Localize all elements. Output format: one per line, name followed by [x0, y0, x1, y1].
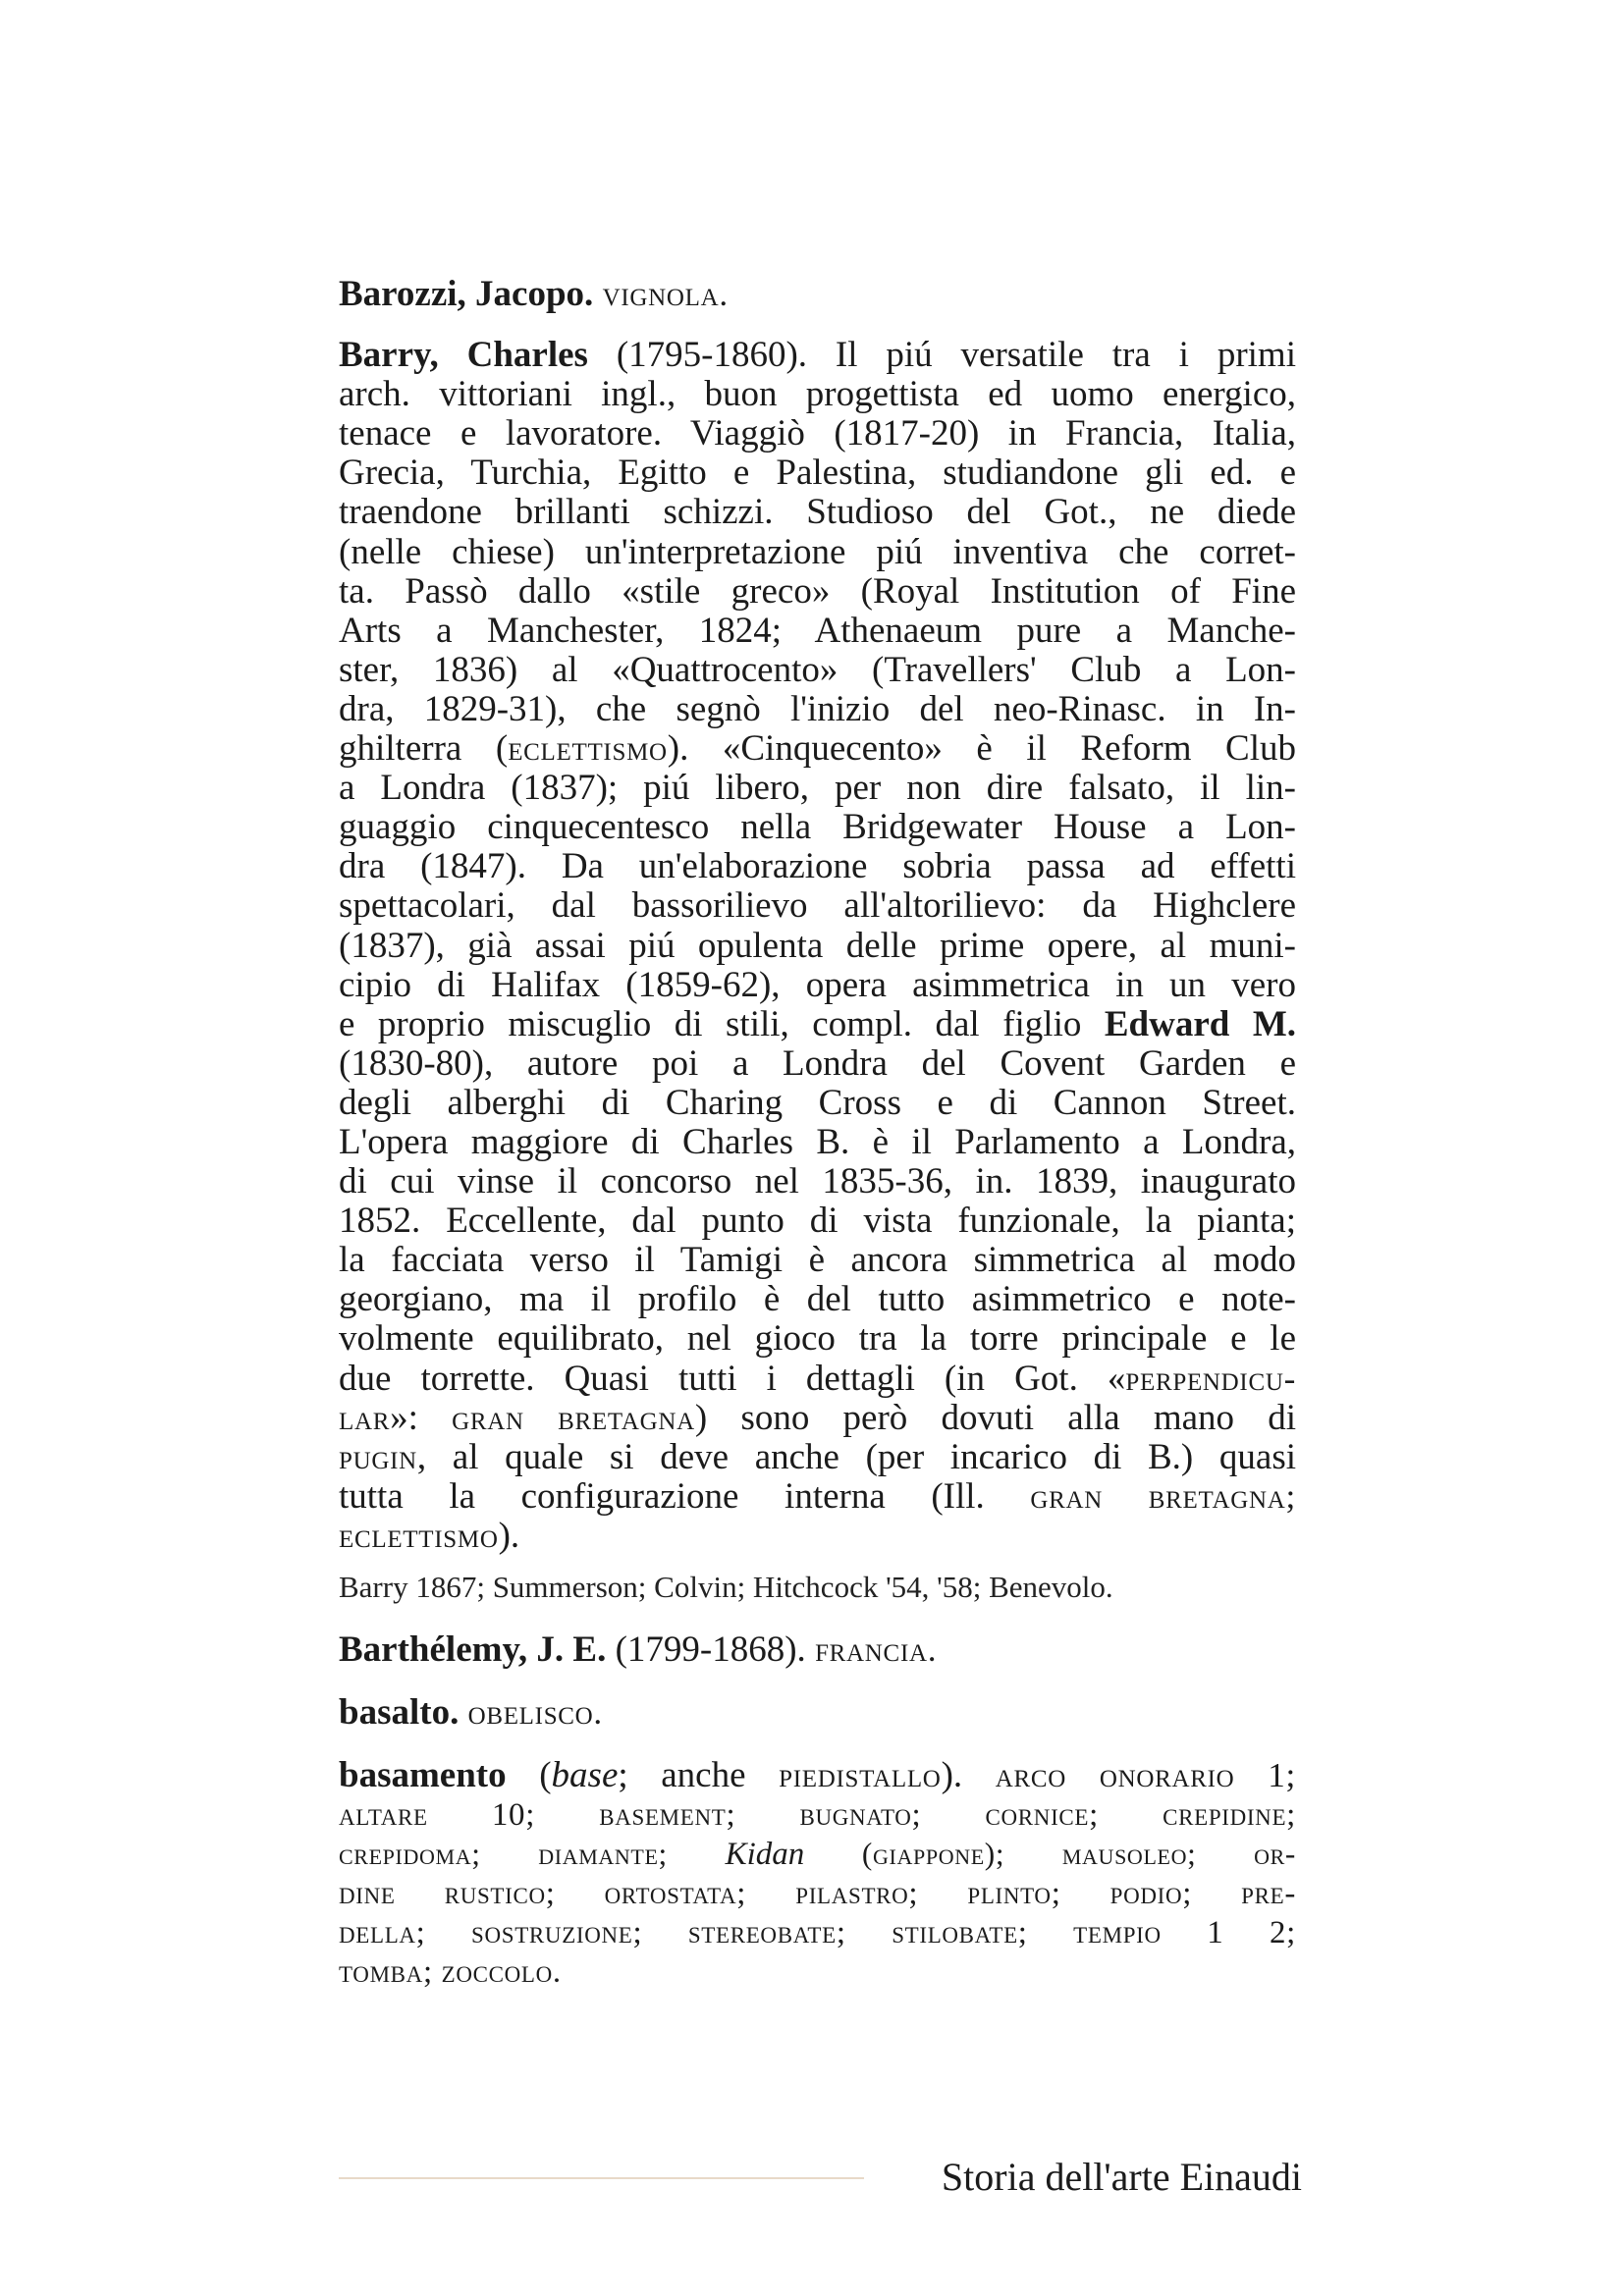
- text-line: georgiano, ma il profilo è del tutto asimmetrico e note-: [339, 1280, 1296, 1320]
- text-line: ta. Passò dallo «stile greco» (Royal Institution of Fine: [339, 571, 1296, 612]
- subentry-head: Edward M.: [1104, 1004, 1296, 1044]
- text-line: tutta la configurazione interna (Ill. gran bretagna;: [339, 1476, 1296, 1517]
- text-line: dra (1847). Da un'elaborazione sobria passa ad effetti: [339, 847, 1296, 887]
- cross-reference: eclettismo: [508, 729, 668, 769]
- text-line: ster, 1836) al «Quattrocento» (Travellers' Club a Lon-: [339, 650, 1296, 690]
- bibliography: Barry 1867; Summerson; Colvin; Hitchcock '54, '58; Benevolo.: [339, 1570, 1113, 1604]
- entry-head: basalto.: [339, 1692, 460, 1733]
- entry-basamento: [339, 1756, 1296, 1993]
- entry-head: Barozzi, Jacopo.: [339, 274, 594, 314]
- entry-barthelemy: Barthélemy, J. E. (1799-1868). francia.: [339, 1629, 938, 1670]
- text-line: traendone brillanti schizzi. Studioso del Got., ne diede: [339, 493, 1296, 533]
- entry-head: basamento: [339, 1756, 507, 1795]
- entry-head: Barthélemy, J. E.: [339, 1629, 607, 1670]
- entry-head: Barry, Charles: [339, 336, 588, 376]
- cross-reference: obelisco.: [467, 1693, 603, 1732]
- text-line: guaggio cinquecentesco nella Bridgewater House a Lon-: [339, 808, 1296, 848]
- text-line: Arts a Manchester, 1824; Athenaeum pure a Manche-: [339, 611, 1296, 651]
- cross-reference: perpendicu-: [1125, 1359, 1296, 1398]
- text-line: tomba; zoccolo.: [339, 1954, 562, 1991]
- text-line: pugin, al quale si deve anche (per incarico di B.) quasi: [339, 1437, 1296, 1477]
- text-line: cipio di Halifax (1859-62), opera asimmetrica in un vero: [339, 965, 1296, 1005]
- text-line: due torrette. Quasi tutti i dettagli (in Got. «perpendicu-: [339, 1359, 1296, 1399]
- text-line: 1852. Eccellente, dal punto di vista funzionale, la pianta;: [339, 1201, 1296, 1242]
- footer-title: Storia dell'arte Einaudi: [941, 2155, 1302, 2199]
- text-line: a Londra (1837); piú libero, per non dire falsato, il lin-: [339, 769, 1296, 809]
- cross-reference: lar: [339, 1398, 391, 1437]
- text-line: la facciata verso il Tamigi è ancora simmetrica al modo: [339, 1241, 1296, 1281]
- text-line: basamento (base; anche piedistallo). arco onorario 1;: [339, 1756, 1296, 1795]
- cross-reference: pugin: [339, 1437, 417, 1476]
- text-line: (nelle chiese) un'interpretazione piú inventiva che corret-: [339, 532, 1296, 572]
- entry-barry: [339, 336, 1296, 1556]
- text-line: di cui vinse il concorso nel 1835-36, in. 1839, inaugurato: [339, 1162, 1296, 1202]
- text-line: volmente equilibrato, nel gioco tra la torre principale e le: [339, 1319, 1296, 1360]
- text-line: arch. vittoriani ingl., buon progettista ed uomo energico,: [339, 375, 1296, 415]
- cross-reference: vignola.: [602, 275, 729, 313]
- text-line: (1837), già assai piú opulenta delle prime opere, al muni-: [339, 926, 1296, 966]
- text-line: tenace e lavoratore. Viaggiò (1817-20) in Francia, Italia,: [339, 414, 1296, 454]
- text-line: degli alberghi di Charing Cross e di Cannon Street.: [339, 1083, 1296, 1123]
- page-content: [339, 275, 1296, 2014]
- cross-reference: gran bretagna;: [1030, 1476, 1296, 1516]
- text-line: L'opera maggiore di Charles B. è il Parlamento a Londra,: [339, 1122, 1296, 1162]
- cross-reference: francia.: [815, 1630, 938, 1669]
- text-line: della; sostruzione; stereobate; stilobate; tempio 1 2;: [339, 1915, 1296, 1951]
- text-line: Barry, Charles (1795-1860). Il piú versatile tra i primi: [339, 336, 1296, 376]
- text-line: (1830-80), autore poi a Londra del Covent Garden e: [339, 1043, 1296, 1084]
- entry-basalto: [339, 1693, 1296, 1733]
- text-line: dine rustico; ortostata; pilastro; plinto; podio; pre-: [339, 1876, 1296, 1912]
- text-line: lar»: gran bretagna) sono però dovuti alla mano di: [339, 1398, 1296, 1438]
- text-line: crepidoma; diamante; Kidan (giappone); mausoleo; or-: [339, 1837, 1296, 1873]
- text-line: altare 10; basement; bugnato; cornice; crepidine;: [339, 1797, 1296, 1834]
- text-line: ghilterra (eclettismo). «Cinquecento» è il Reform Club: [339, 729, 1296, 770]
- cross-reference: gran bretagna: [452, 1398, 695, 1437]
- cross-reference: arco onorario 1;: [995, 1756, 1296, 1794]
- text-line: dra, 1829-31), che segnò l'inizio del neo-Rinasc. in In-: [339, 689, 1296, 729]
- footer-rule: [339, 2177, 864, 2179]
- text-line: Grecia, Turchia, Egitto e Palestina, studiandone gli ed. e: [339, 454, 1296, 494]
- entry-barozzi: [339, 275, 1296, 314]
- text-line: e proprio miscuglio di stili, compl. dal figlio Edward M.: [339, 1004, 1296, 1044]
- text-line: spettacolari, dal bassorilievo all'altorilievo: da Highclere: [339, 886, 1296, 927]
- cross-reference: eclettismo: [339, 1516, 499, 1555]
- cross-reference: piedistallo: [779, 1756, 942, 1794]
- text-line: eclettismo).: [339, 1516, 520, 1556]
